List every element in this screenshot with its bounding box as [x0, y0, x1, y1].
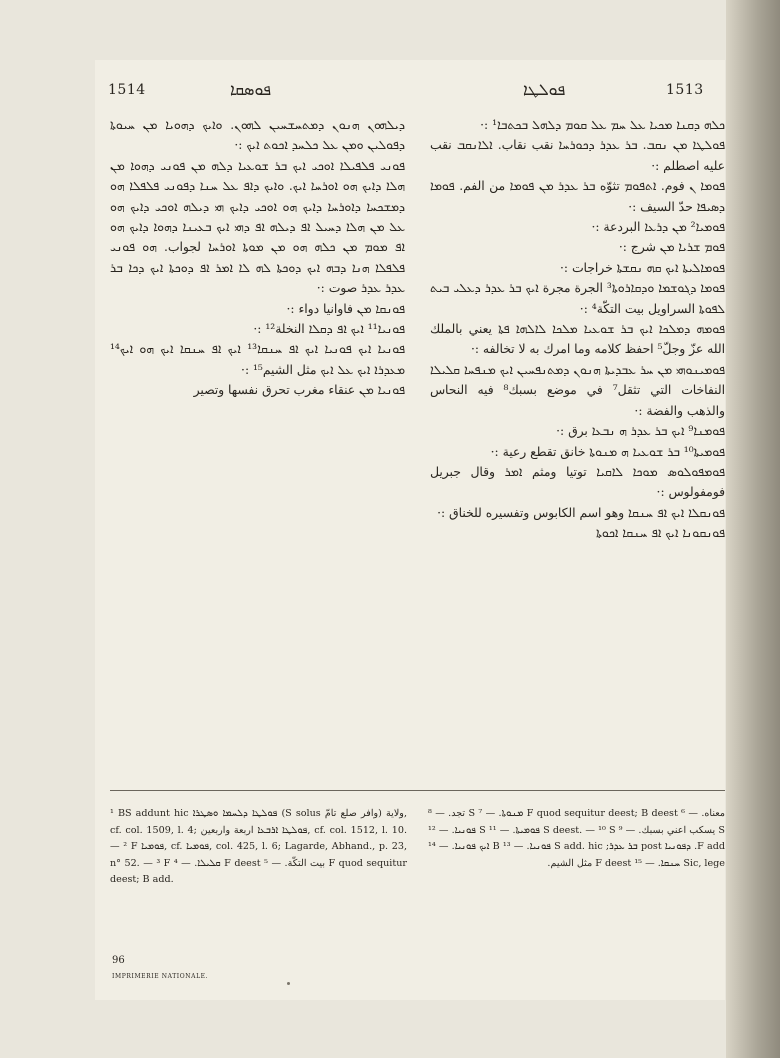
- footnotes-right: [428, 806, 725, 956]
- left-column: [110, 115, 405, 780]
- book-binding-edge: [726, 0, 780, 1058]
- paper-speck: [287, 982, 290, 985]
- entry: ܦܘܡܢܐ⁹ ܐܝܟ ܒܪ ܥܕܪ ܗ ܢܒܥܐ برق :·: [556, 424, 725, 439]
- entry: ܦܘܢܩܘܢܐ ܐܝܟ ܐܦ ܚܢܩܐ ܐܟܘܬܐ: [595, 526, 725, 541]
- entry: ܟܠܗ ܕܩܢܐ ܡܟܝܐ ܥܠ ܚܡ ܥܠ ܩܘܡ ܕܠܗܠ ܒܟܬܒܐ¹ :·: [480, 118, 725, 132]
- entry: ܦܘܡܝܐ² ܡܢ ܕܪܥܐ البردعة :·: [591, 220, 725, 235]
- entry: ܦܘܡܗ ܕܡܠܟܐ ܐܝܟ ܒܪ ܫܘܥܝܐ ܡܠܟܐ ܠܐܠܗܐ ܦܬܐ يعني بالملك الله عزّ وجلّ⁵ احفظ كلامه وما امرك به لا تخالفه :·: [430, 322, 725, 357]
- entry: ܦܘܠܛܐ ܡܢ ܢܩܒ. ܒܪ ܥܕܪ ܕܟܘܪܚܐ نقب نقاب. ܐܠܐܢܩܒ نقب عليه اصطلم :·: [430, 138, 725, 173]
- entry: ܦܘܡܝܬܐ¹⁰ ܒܪ ܫܘܥܝܐ ܗ ܡܢܘܬܐ خانق تقطع رعية :·: [490, 444, 725, 459]
- entry: ܦܘܢܝܐ¹¹ ܐܝܟ ܐܦ ܕܩܠܐ النخلة¹² :·: [253, 322, 405, 337]
- entry: ܦܘܡ ܫܪܝܐ ܡܢ شرج :·: [618, 240, 725, 255]
- signature-mark: 96: [112, 955, 125, 966]
- entry: ܦܘܢܩܠܐ ܐܝܟ ܐܦ ܚܢܩܐ وهو اسم الكابوس وتفسيره للخناق :·: [437, 505, 725, 520]
- footnote-text: ¹ BS addunt hic ܦܘܠܛܐ ܕܠܚܡܐ ܘܣܛܪܐ (S solus وافر صلع تامّ) ولاية, cf. col. 1509, l. 4; ܦܘܠܛܐ ܐܪܒܥܐ اربعة واربعين, cf. col. 1512, l. 10. — ² F ܦܘܡܝܐ, cf. ܦܘܡܝܐ, col. 425, l. 6; Lagarde, Abhand., p. 23, n° 52. — ³ F ܩܠܝܠܐ. — ⁴ F deest بيت التكّة. — ⁵ F quod sequitur deest; B add.: [110, 808, 407, 885]
- entry: ܦܘܢܝ ܦܠܦܝܠܐ ܐܘܟܝ ܐܝܟ ܒܪ ܫܘܥܝܐ ܕܠܗ ܡܢ ܦܘܢܝ ܕܗܘܐ ܡܢ ܗܠܐ ܕܐܝܟ ܗܘ ܐܘܪܚܐ ܐܝܟ. ܘܐܝܟ ܕܐܦ ܥܠ ܚܢܐ ܕܦܘܢܝ ܦܠܦܠܐ ܗܘ ܕܡܫܟܚܐ ܕܐܘܪܚܐ ܕܐܝܟ ܗܘ ܐܘܟܝ ܕܐܝܟ ܗܝ ܕܝܠܗ ܐܘܟܝ ܕܐܝܟ ܗܘ ܥܠ ܡܢ ܗܠܐ ܕܚܝܠ ܐܦ ܕܝܠܗ ܐܦ ܕܗܝ ܐܝܟ ܒܥܝܢܐ ܕܗܘܐ ܕܐܝܟ ܗܘ ܐܦ ܡܘܡ ܡܢ ܟܠܗ ܗܘ ܡܢ ܡܘܬܐ ܐܘܪܚܐ لجواب. ܗܘ ܦܘܢܝ ܦܠܦܠܐ ܗܢܐ ܕܒܗ ܐܝܟ ܕܘܟܬܐ ܠܗ ܠܐ ܐܡܪ ܐܦ ܕܘܟܬܐ ܐܝܟ ܕܟܐ ܒܪ ܥܕܪ ܥܕܪ صوت :·: [110, 158, 405, 296]
- page-number-left: 1514: [108, 82, 146, 98]
- entry: ܦܘܡܐ ܢ فوم. ܐܬܦܘܡ تثوّه ܒܪ ܥܕܪ ܡܢ ܦܘܡܐ من الفم. ܦܘܡܐ ܕܣܝܦܐ حدّ السيف :·: [430, 179, 725, 214]
- entry: ܦܘܢܩܐ ܡܢ فاوانيا دواء :·: [286, 301, 405, 316]
- printer-imprint: IMPRIMERIE NATIONALE.: [112, 973, 209, 980]
- entry: ܕܝܠܗܘܢ ܗܢܘܢ ܕܡܬܚܫܚܝܢ ܠܗܘܢ. ܘܐܝܟ ܕܗܘܝܐ ܡܢ ܚܝܘܬܐ ܕܦܘܠܝܢ ܘܡܢ ܥܠ ܟܠܚܕ ܐܟܘܬ ܐܝܟ :·: [110, 118, 405, 153]
- entry: ܦܘܡܝܢܘܗܝ ܡܢ ܚܪ ܥܒܕܝܬܐ ܗܢܘܢ ܕܡܬܢܦܚܝܢ ܐܝܟ ܡܢܦܚܐ ܩܠܝܠܐ النفاخات التي تثقل⁷ في موضع بسبك⁸ فيه النحاس والذهب والفضة :·: [430, 362, 725, 418]
- entry: ܦܘܡܐ ܕܓܘܫܡܐ ܘܕܩܐܪܘܬܐ³ الجرة مجرة ܐܝܟ ܒܪ ܥܕܪ ܕܥܠܝ ܒܝܬ ܠܦܘܬܐ السراويل بيت التكّة⁴ :·: [430, 281, 725, 316]
- running-title-left: ܦܘܣܩܐ: [230, 80, 272, 99]
- entry: ܦܘܢܝܐ ܐܝܟ ܦܘܢܝܐ ܐܝܟ ܐܦ ܚܢܩܐ¹³ ܐܝܟ ܐܦ ܚܢܩܐ ܐܝܟ ܗܘ ܐܝܟ¹⁴ ܡܥܕܪܐ ܐܝܟ ܥܠ ܐܝܟ مثل الشيم¹⁵ :·: [110, 342, 405, 377]
- right-column: [430, 115, 725, 780]
- entry: ܦܘܢܝܐ ܡܢ عنقاء مغرب تحرق نفسها وتصير: [193, 383, 405, 398]
- running-title-right: ܦܘܠܛܐ: [523, 80, 566, 99]
- footnote-text: معناه. — ⁶ F quod sequitur deest; B deest ܡܢܘܬܐ. — ⁷ S تجد. — ⁸ S يسكب اعني بسبك. — ⁹ S deest. — ¹⁰ S ܦܘܡܝܬܐ. — ¹¹ S ܦܘܢܝܐ. — ¹² F add. ܕܦܘܢܝܐ post ܒܪ ܥܕܪ; S add. hic ܦܘܢܝܐ. — ¹³ B ܐܝܟ ܦܘܢܝܐ. — ¹⁴ Sic, lege ܚܢܩܐ. — ¹⁵ F deest مثل الشيم.: [428, 808, 725, 869]
- footnote-rule: [110, 790, 725, 791]
- footnotes-left: [110, 806, 407, 956]
- entry: ܦܘܡܐܠܝܬܐ ܐܝܟ ܩܗ ܢܩܫܬܐ خراجات :·: [560, 260, 725, 275]
- page-number-right: 1513: [666, 82, 704, 98]
- entry: ܦܘܡܦܘܠܘܣ ܡܘܟܐ ܠܐܩܝܐ توتيا ومثم ܐܡܪ وقال جبريل فومفولوس :·: [430, 464, 725, 500]
